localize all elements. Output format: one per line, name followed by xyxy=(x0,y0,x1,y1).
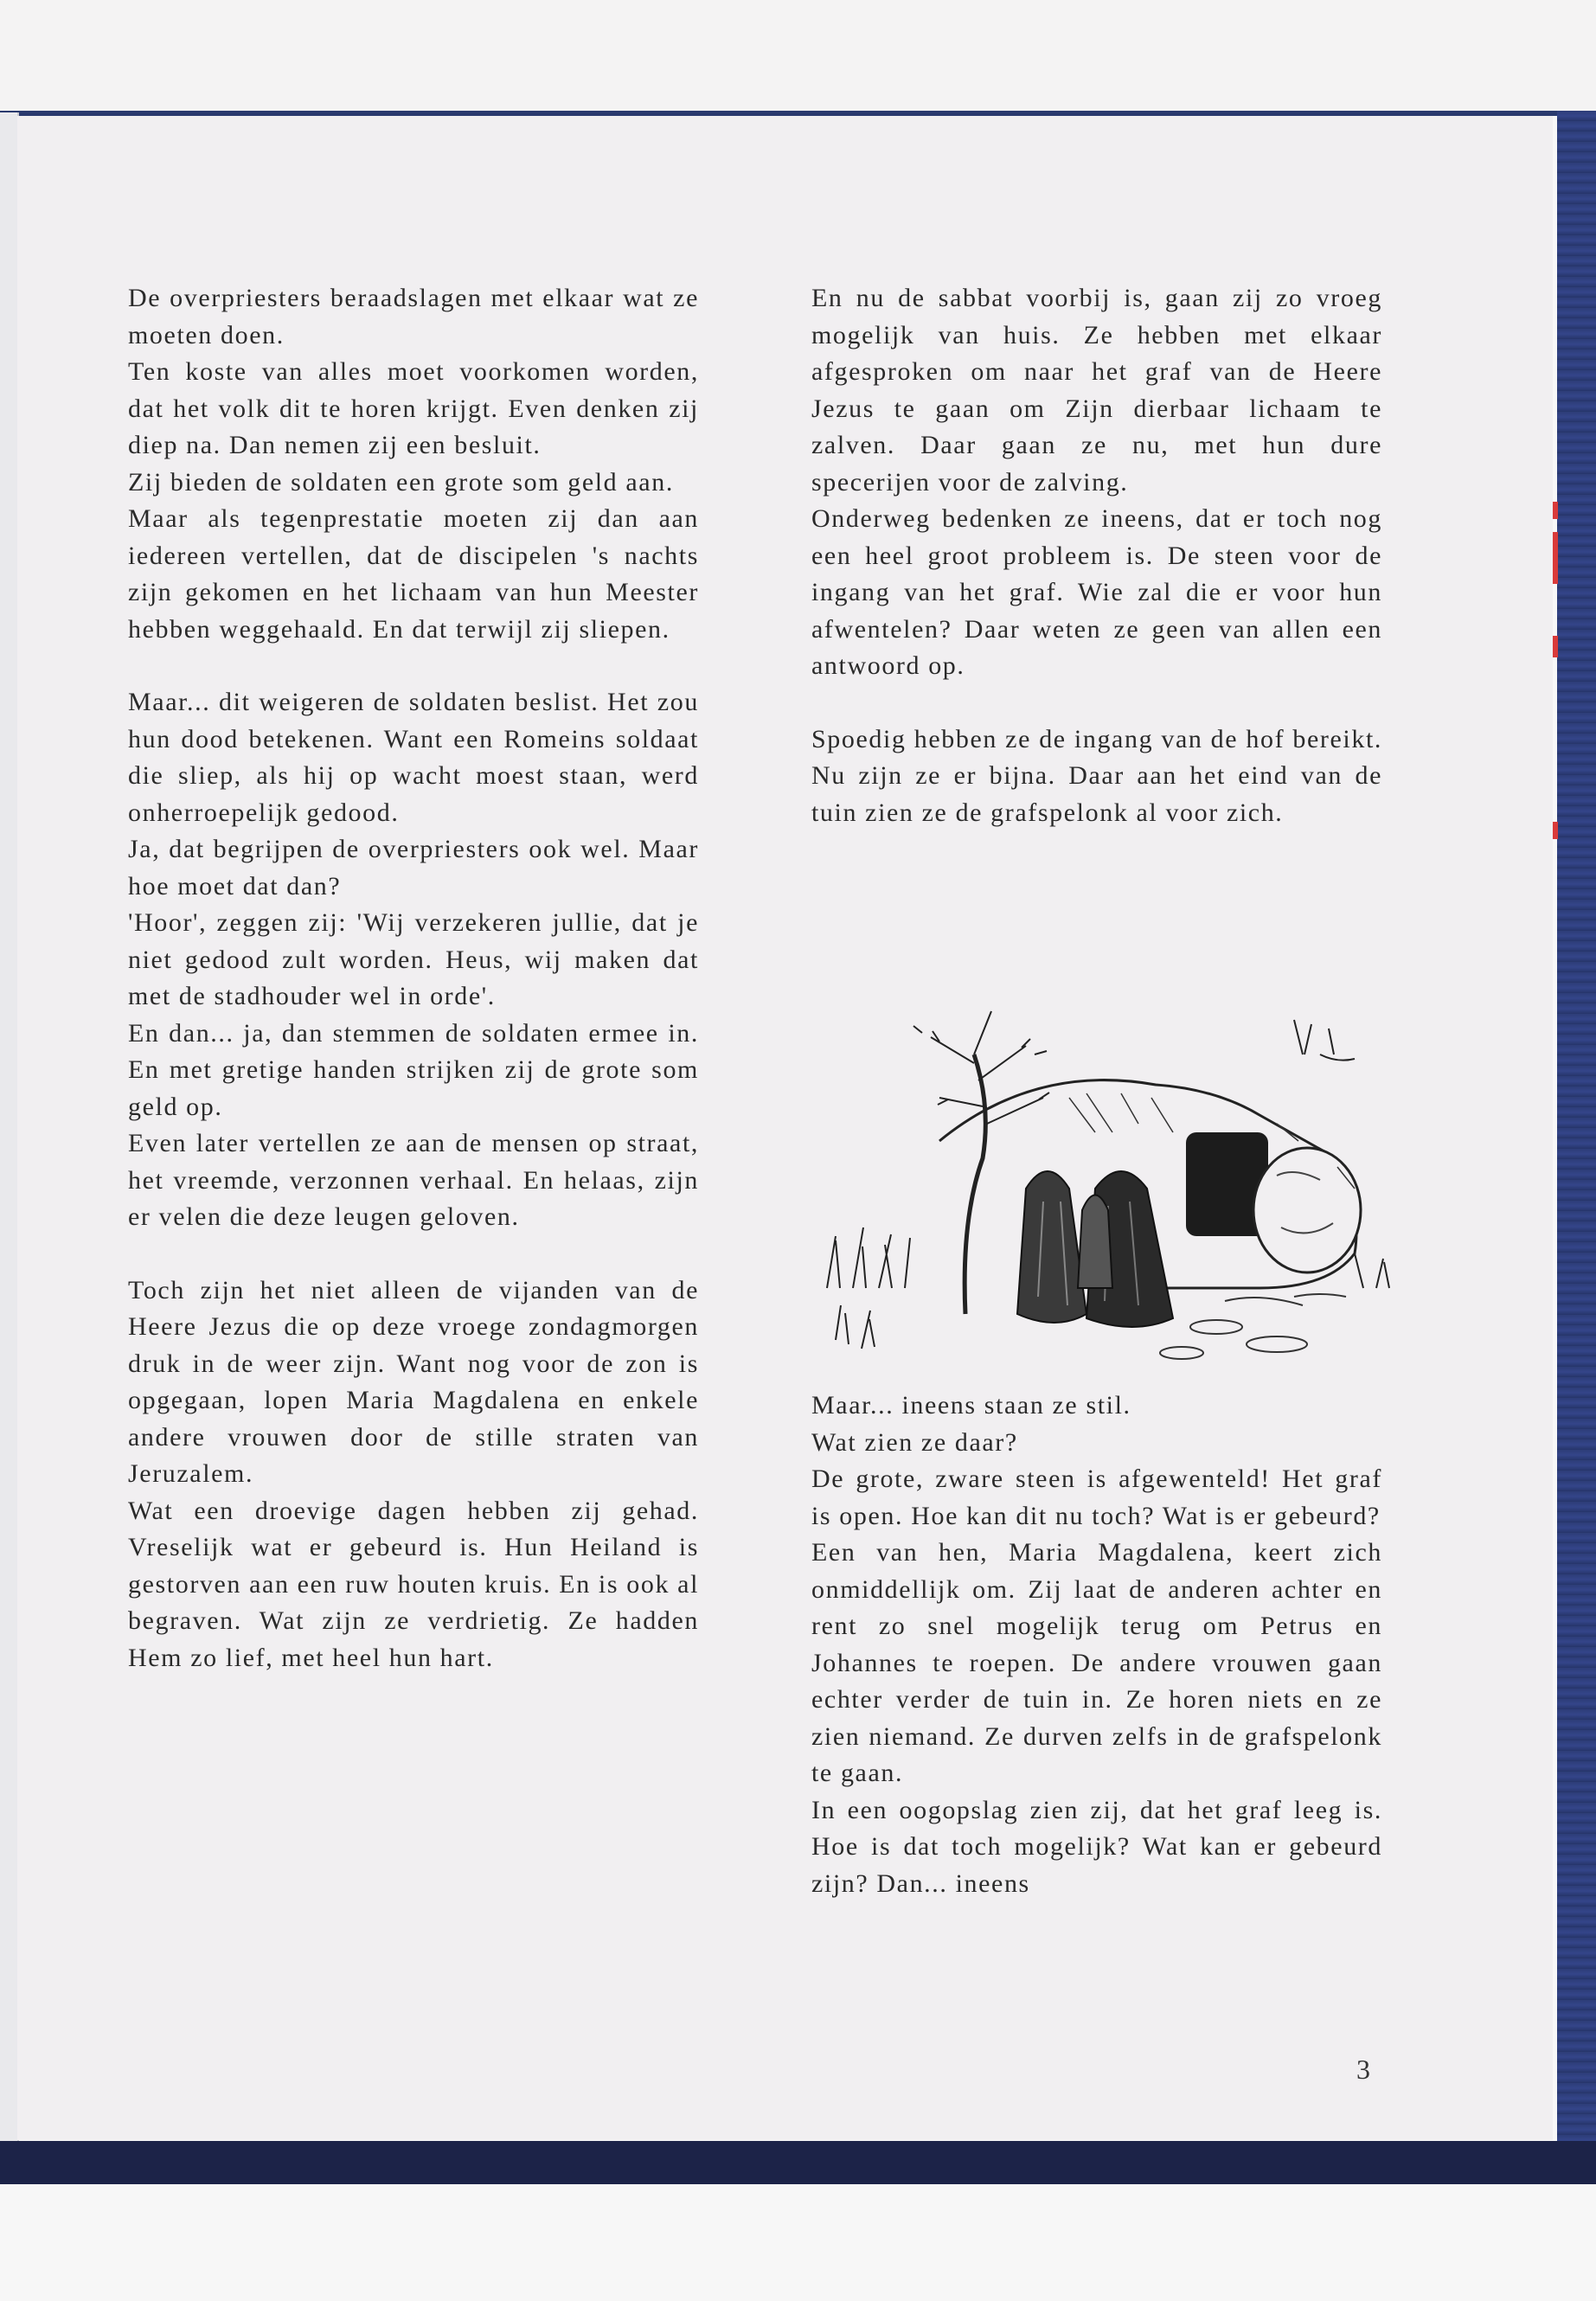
paragraph: Toch zijn het niet alleen de vijanden van de Heere Jezus die op deze vroege zondagmorgen druk in de weer zijn. Want nog voor de zon is opgegaan, lopen Maria Magdalena en enkele andere vrouwen door de stille straten van Jeruzalem. xyxy=(128,1275,699,1488)
left-text-column xyxy=(128,280,699,1676)
scan-background-top xyxy=(0,0,1596,114)
book-page xyxy=(17,116,1553,2140)
paragraph: Een van hen, Maria Magdalena, keert zich onmiddellijk om. Zij laat de anderen achter en rent zo snel mogelijk terug om Petrus en Johannes te roepen. De andere vrouwen gaan echter verder de tuin in. Ze horen niets en ze zien niemand. Ze durven zelfs in de grafspelonk te gaan. xyxy=(811,1538,1382,1787)
paragraph-gap xyxy=(811,685,1382,721)
paragraph: En nu de sabbat voorbij is, gaan zij zo vroeg mogelijk van huis. Ze hebben met elkaar afgesproken om naar het graf van de Heere Jezus te gaan om Zijn dierbaar lichaam te zalven. Daar gaan ze nu, met hun dure specerijen voor de zalving. xyxy=(811,284,1382,497)
paragraph: Maar als tegenprestatie moeten zij dan aan iedereen vertellen, dat de discipelen 's nachts zijn gekomen en het lichaam van hun Meester hebben weggehaald. En dat terwijl zij sliepen. xyxy=(128,504,699,644)
page-number: 3 xyxy=(1356,2054,1370,2085)
paragraph: Ten koste van alles moet voorkomen worden, dat het volk dit te horen krijgt. Even denken zij diep na. Dan nemen zij een besluit. xyxy=(128,357,699,459)
scan-background-bottom xyxy=(0,2184,1596,2301)
tomb-illustration xyxy=(810,1003,1433,1375)
paragraph: Maar... ineens staan ze stil. xyxy=(811,1391,1131,1420)
paragraph: Zij bieden de soldaten een grote som geld aan. xyxy=(128,467,674,497)
paragraph: Wat zien ze daar? xyxy=(811,1427,1018,1457)
paragraph-gap xyxy=(128,1236,699,1272)
paragraph: Even later vertellen ze aan de mensen op straat, het vreemde, verzonnen verhaal. En helaas, zijn er velen die deze leugen geloven. xyxy=(128,1129,699,1231)
book-cover-bottom-edge xyxy=(0,2141,1596,2184)
paragraph: 'Hoor', zeggen zij: 'Wij verzekeren jullie, dat je niet gedood zult worden. Heus, wij maken dat met de stadhouder wel in orde'. xyxy=(128,908,699,1010)
red-tab-mark xyxy=(1553,502,1558,519)
paragraph: En dan... ja, dan stemmen de soldaten ermee in. En met gretige handen strijken zij de grote som geld op. xyxy=(128,1018,699,1121)
red-tab-mark xyxy=(1553,822,1558,839)
paragraph: Onderweg bedenken ze ineens, dat er toch nog een heel groot probleem is. De steen voor de ingang van het graf. Wie zal die er voor hun afwentelen? Daar weten ze geen van allen een antwoord op. xyxy=(811,504,1382,680)
right-text-column-bottom xyxy=(811,1388,1382,1902)
paragraph: Maar... dit weigeren de soldaten beslist. Het zou hun dood betekenen. Want een Romeins soldaat die sliep, als hij op wacht moest staan, werd onherroepelijk gedood. xyxy=(128,688,699,827)
right-text-column-top xyxy=(811,280,1382,831)
book-cover-right-edge xyxy=(1557,111,1596,2187)
paragraph: Ja, dat begrijpen de overpriesters ook wel. Maar hoe moet dat dan? xyxy=(128,835,699,901)
red-tab-mark xyxy=(1553,532,1558,584)
paragraph: In een oogopslag zien zij, dat het graf leeg is. Hoe is dat toch mogelijk? Wat kan er gebeurd zijn? Dan... ineens xyxy=(811,1795,1382,1898)
paragraph: De grote, zware steen is afgewenteld! Het graf is open. Hoe kan dit nu toch? Wat is er gebeurd? xyxy=(811,1465,1382,1530)
paragraph: De overpriesters beraadslagen met elkaar wat ze moeten doen. xyxy=(128,284,699,349)
red-tab-mark xyxy=(1553,636,1558,657)
paragraph: Spoedig hebben ze de ingang van de hof bereikt. Nu zijn ze er bijna. Daar aan het eind van de tuin zien ze de grafspelonk al voor zich. xyxy=(811,724,1382,827)
paragraph-gap xyxy=(128,648,699,684)
paragraph: Wat een droevige dagen hebben zij gehad. Vreselijk wat er gebeurd is. Hun Heiland is gestorven aan een ruw houten kruis. En is ook al begraven. Wat zijn ze verdrietig. Ze hadden Hem zo lief, met heel hun hart. xyxy=(128,1496,699,1672)
book-spine-edge xyxy=(0,112,19,2189)
